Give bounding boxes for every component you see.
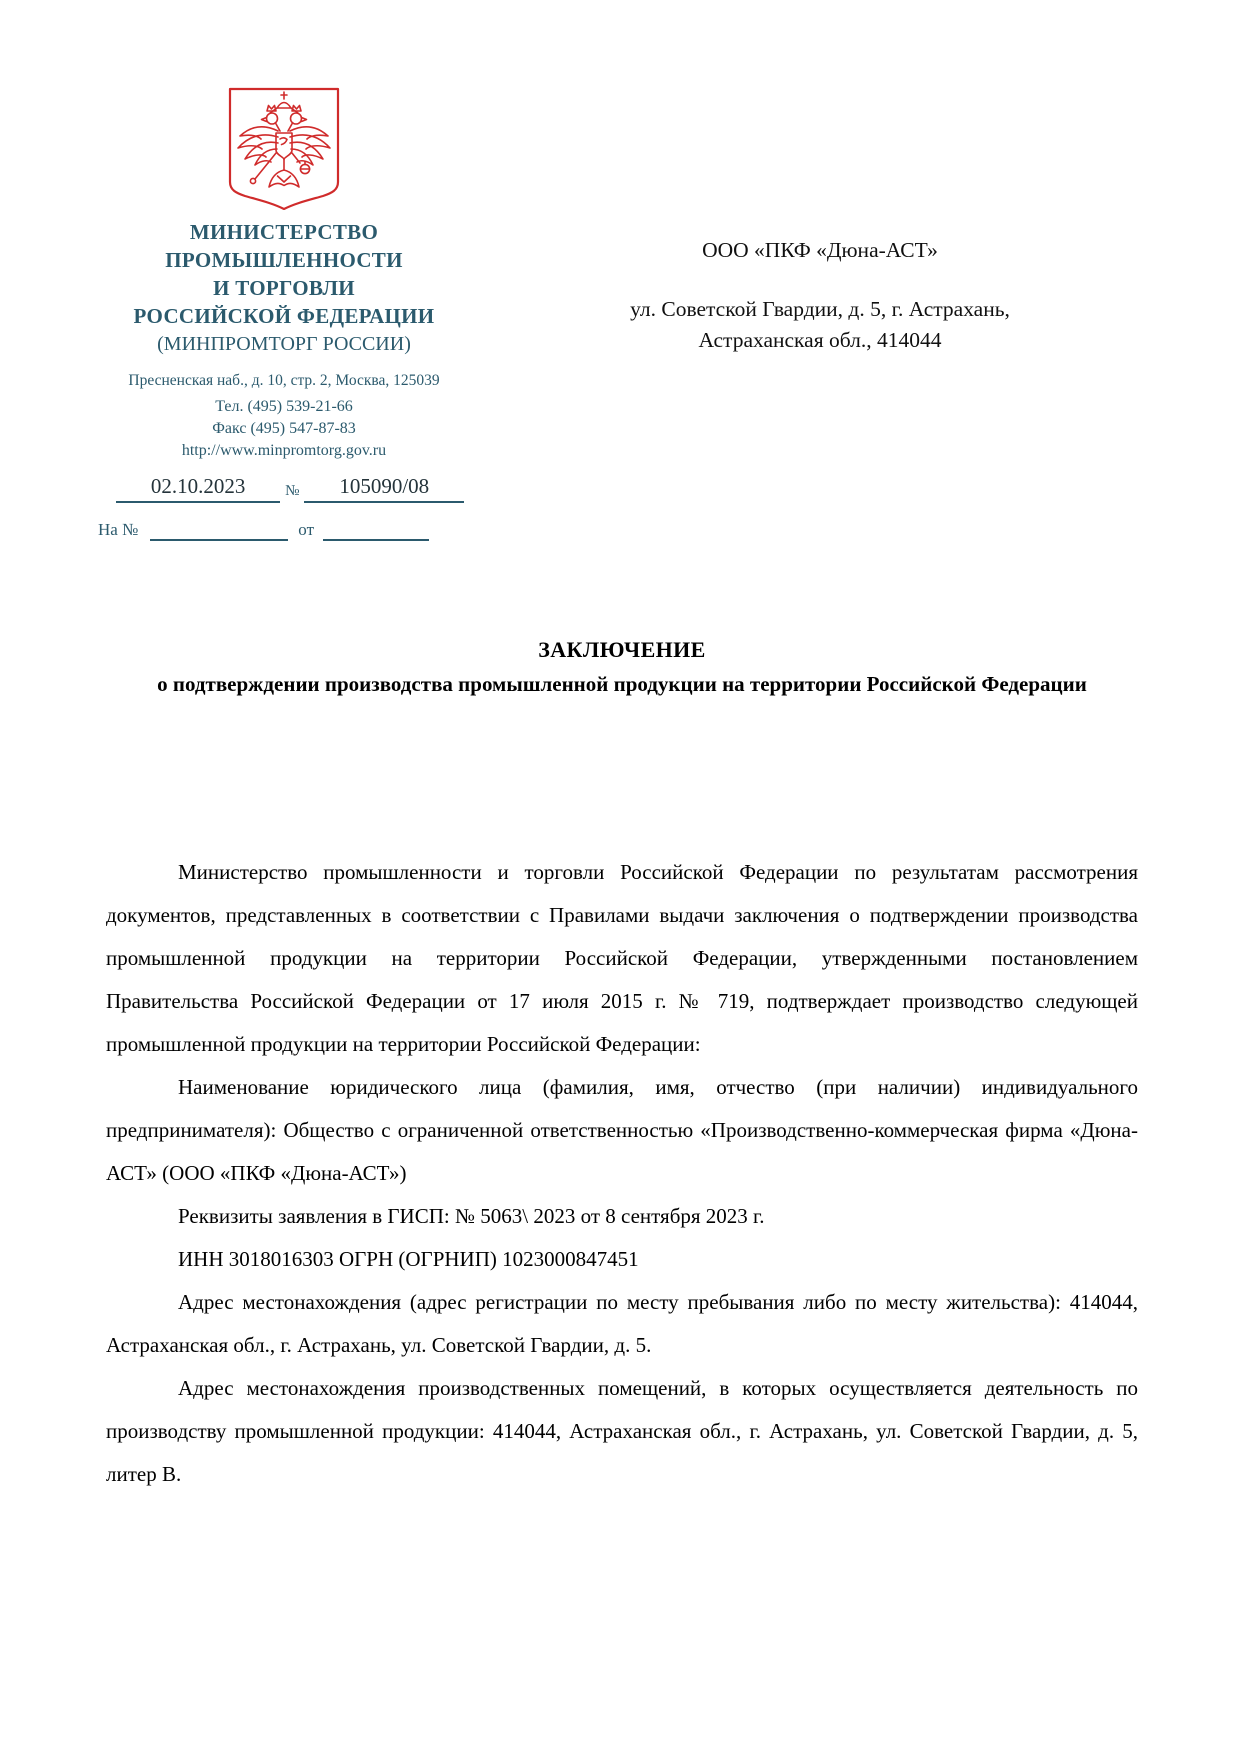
body-paragraph: Адрес местонахождения производственных помещений, в которых осуществляется деятельность по производству промышленной продукции: 414044, Астраханская обл., г. Астрахань, ул. Советской Гвардии, д. 5, литер В. — [106, 1376, 1138, 1486]
ministry-phone: Тел. (495) 539-21-66 — [215, 398, 353, 415]
outgoing-number-value: 105090/08 — [304, 474, 464, 503]
recipient-name: ООО «ПКФ «Дюна-АСТ» — [702, 238, 938, 262]
body-paragraph: Адрес местонахождения (адрес регистрации по месту пребывания либо по месту жительства): 414044, Астраханская обл., г. Астрахань, ул. Советской Гвардии, д. 5. — [106, 1290, 1138, 1357]
recipient-address-line: Астраханская обл., 414044 — [698, 328, 942, 352]
body-paragraph: Наименование юридического лица (фамилия, имя, отчество (при наличии) индивидуального предпринимателя): Общество с ограниченной ответственностью «Производственно-коммерческая фирма «Дюна-АСТ» (ООО «ПКФ «Дюна-АСТ») — [106, 1075, 1138, 1185]
ministry-name-line: ПРОМЫШЛЕННОСТИ — [165, 248, 403, 272]
ministry-fax: Факс (495) 547-87-83 — [212, 420, 356, 437]
ministry-letterhead — [98, 86, 470, 541]
body-paragraph: ИНН 3018016303 ОГРН (ОГРНИП) 1023000847451 — [178, 1247, 639, 1271]
ministry-name-line: МИНИСТЕРСТВО — [189, 220, 379, 244]
ministry-name-line: РОССИЙСКОЙ ФЕДЕРАЦИИ — [133, 304, 435, 328]
document-body — [106, 851, 1138, 1496]
recipient-address — [510, 294, 1130, 356]
outgoing-date-value: 02.10.2023 — [116, 474, 280, 503]
ministry-name-line: И ТОРГОВЛИ — [213, 276, 355, 300]
reference-from-label: от — [298, 520, 315, 539]
recipient-block — [510, 238, 1130, 356]
body-paragraph: Реквизиты заявления в ГИСП: № 5063\ 2023 от 8 сентября 2023 г. — [178, 1204, 765, 1228]
russian-coat-of-arms-icon — [226, 86, 342, 210]
reference-date-blank-line — [323, 521, 429, 541]
ministry-name — [98, 218, 470, 330]
document-subtitle: о подтверждении производства промышленной продукции на территории Российской Федерации — [157, 672, 1087, 696]
reference-number-row — [98, 520, 470, 541]
ministry-short-name: (МИНПРОМТОРГ РОССИИ) — [157, 333, 411, 355]
document-title-block — [106, 637, 1138, 699]
ministry-website: http://www.minpromtorg.gov.ru — [181, 442, 387, 459]
outgoing-date-number-row — [98, 474, 470, 503]
reference-number-blank-line — [150, 521, 288, 541]
recipient-address-line: ул. Советской Гвардии, д. 5, г. Астрахань, — [630, 297, 1010, 321]
body-paragraph: Министерство промышленности и торговли Российской Федерации по результатам рассмотрения документов, представленных в соответствии с Правилами выдачи заключения о подтверждении производства промышленной продукции на территории Российской Федерации, утвержденными постановлением Правительства Российской Федерации от 17 июля 2015 г. № 719, подтверждает производство следующей промышленной продукции на территории Российской Федерации: — [106, 860, 1138, 1056]
document-title: ЗАКЛЮЧЕНИЕ — [538, 637, 706, 662]
reference-number-label: На № — [98, 520, 139, 539]
ministry-postal-address: Пресненская наб., д. 10, стр. 2, Москва, 125039 — [128, 372, 440, 389]
ministry-contacts — [98, 396, 470, 462]
number-sign-label: № — [285, 483, 300, 499]
